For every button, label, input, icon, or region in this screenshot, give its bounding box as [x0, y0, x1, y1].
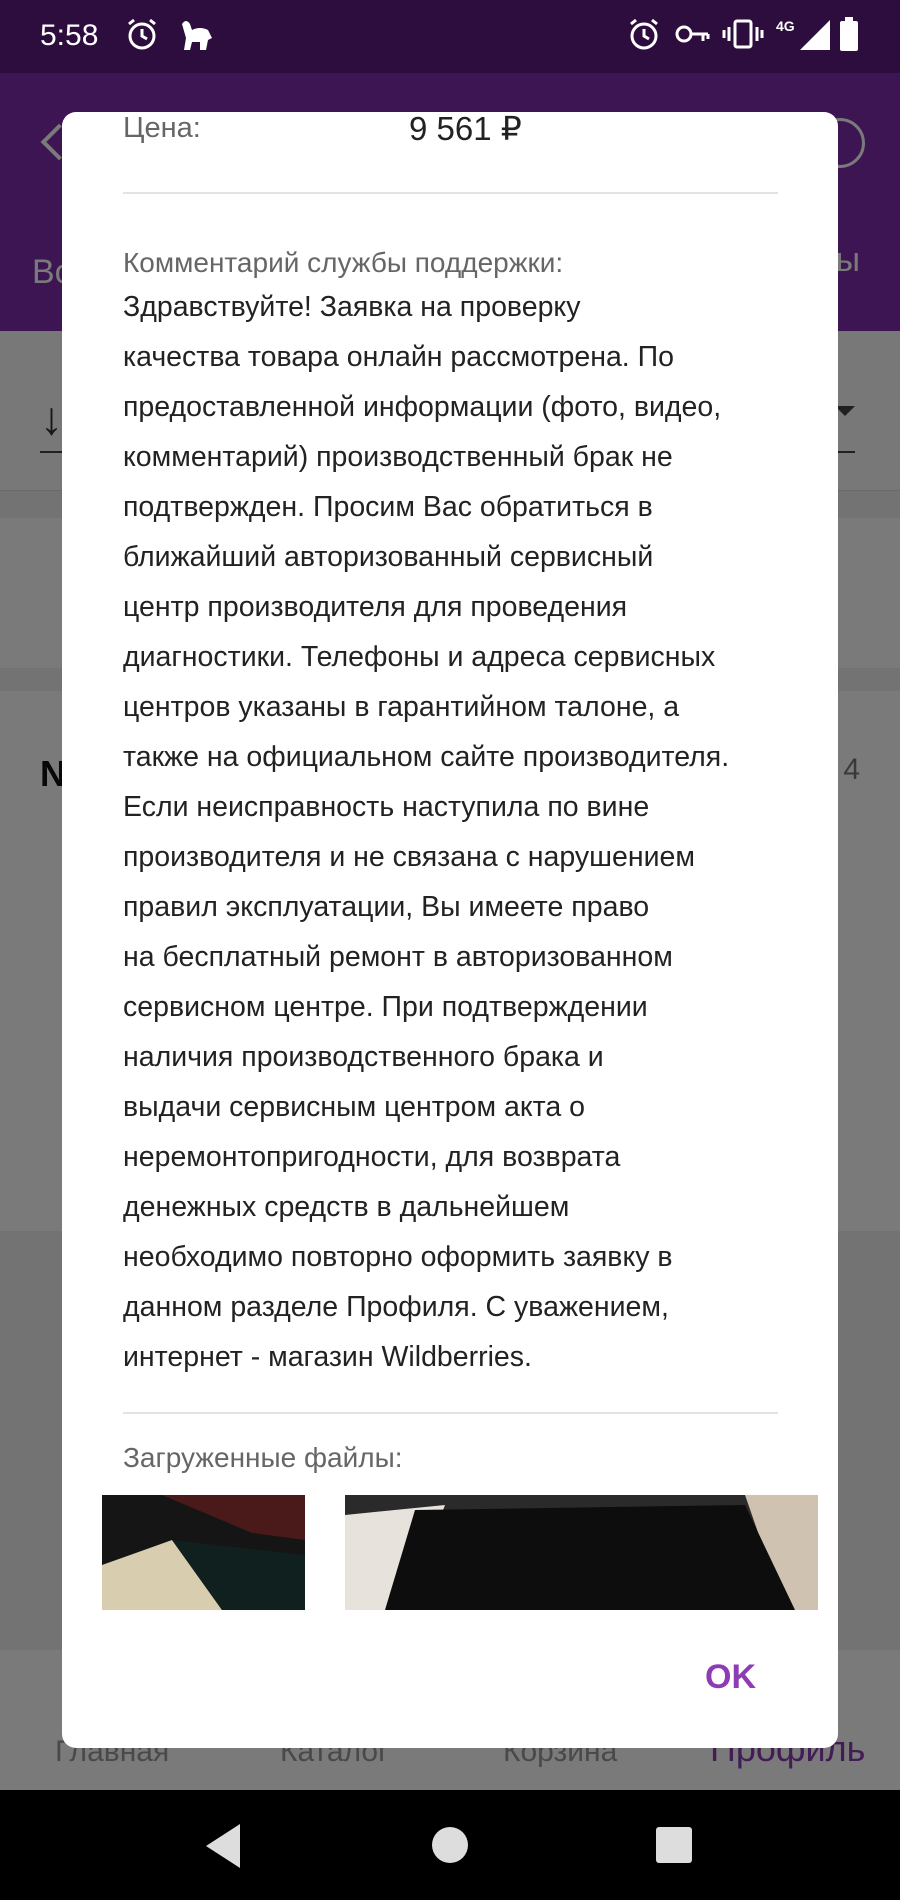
- support-comment-label: Комментарий службы поддержки:: [123, 247, 564, 278]
- app-notification-icon: [178, 16, 216, 59]
- price-label: Цена:: [123, 112, 201, 144]
- vibrate-icon: [722, 16, 764, 57]
- support-line: ближайший авторизованный сервисный: [123, 541, 654, 573]
- divider: [123, 192, 778, 194]
- status-bar: [0, 0, 900, 73]
- support-line: Если неисправность наступила по вине: [123, 791, 650, 823]
- system-home-icon[interactable]: [432, 1827, 468, 1863]
- support-line: диагностики. Телефоны и адреса сервисных: [123, 641, 716, 673]
- support-line: выдачи сервисным центром акта о: [123, 1091, 586, 1123]
- support-line: производителя и не связана с нарушением: [123, 841, 695, 873]
- support-line: центров указаны в гарантийном талоне, а: [123, 691, 680, 723]
- ok-button[interactable]: OK: [705, 1658, 756, 1696]
- support-line: сервисном центре. При подтверждении: [123, 991, 648, 1023]
- uploaded-files-label: Загруженные файлы:: [123, 1442, 403, 1473]
- support-line: правил эксплуатации, Вы имеете право: [123, 891, 650, 923]
- support-line: качества товара онлайн рассмотрена. По: [123, 341, 674, 373]
- support-line: денежных средств в дальнейшем: [123, 1191, 570, 1223]
- status-time: 5:58: [40, 19, 99, 52]
- network-type: 4G: [776, 18, 795, 34]
- support-line: Здравствуйте! Заявка на проверку: [123, 291, 581, 323]
- signal-icon: [798, 16, 832, 57]
- divider: [123, 1412, 778, 1414]
- alarm-icon: [124, 16, 160, 57]
- support-line: подтвержден. Просим Вас обратиться в: [123, 491, 653, 523]
- support-line: на бесплатный ремонт в авторизованном: [123, 941, 673, 973]
- support-line: интернет - магазин Wildberries.: [123, 1341, 532, 1373]
- support-line: необходимо повторно оформить заявку в: [123, 1241, 673, 1273]
- uploaded-file-thumbnail[interactable]: [345, 1495, 818, 1610]
- support-line: неремонтопригодности, для возврата: [123, 1141, 621, 1173]
- support-line: комментарий) производственный брак не: [123, 441, 673, 473]
- support-comment-text: [123, 282, 778, 1382]
- battery-icon: [838, 16, 860, 57]
- price-value: 9 561 ₽: [409, 112, 522, 147]
- price-row: [123, 112, 778, 192]
- support-line: наличия производственного брака и: [123, 1041, 604, 1073]
- support-line: данном разделе Профиля. С уважением,: [123, 1291, 669, 1323]
- vpn-key-icon: [674, 16, 712, 57]
- support-line: предоставленной информации (фото, видео,: [123, 391, 722, 423]
- support-line: также на официальном сайте производителя.: [123, 741, 730, 773]
- system-navigation-bar: [0, 1790, 900, 1900]
- system-back-icon[interactable]: [206, 1824, 240, 1868]
- uploaded-file-thumbnail[interactable]: [102, 1495, 305, 1610]
- system-recents-icon[interactable]: [656, 1827, 692, 1863]
- alarm-icon: [626, 16, 662, 57]
- support-comment-dialog: [62, 112, 838, 1748]
- support-line: центр производителя для проведения: [123, 591, 628, 623]
